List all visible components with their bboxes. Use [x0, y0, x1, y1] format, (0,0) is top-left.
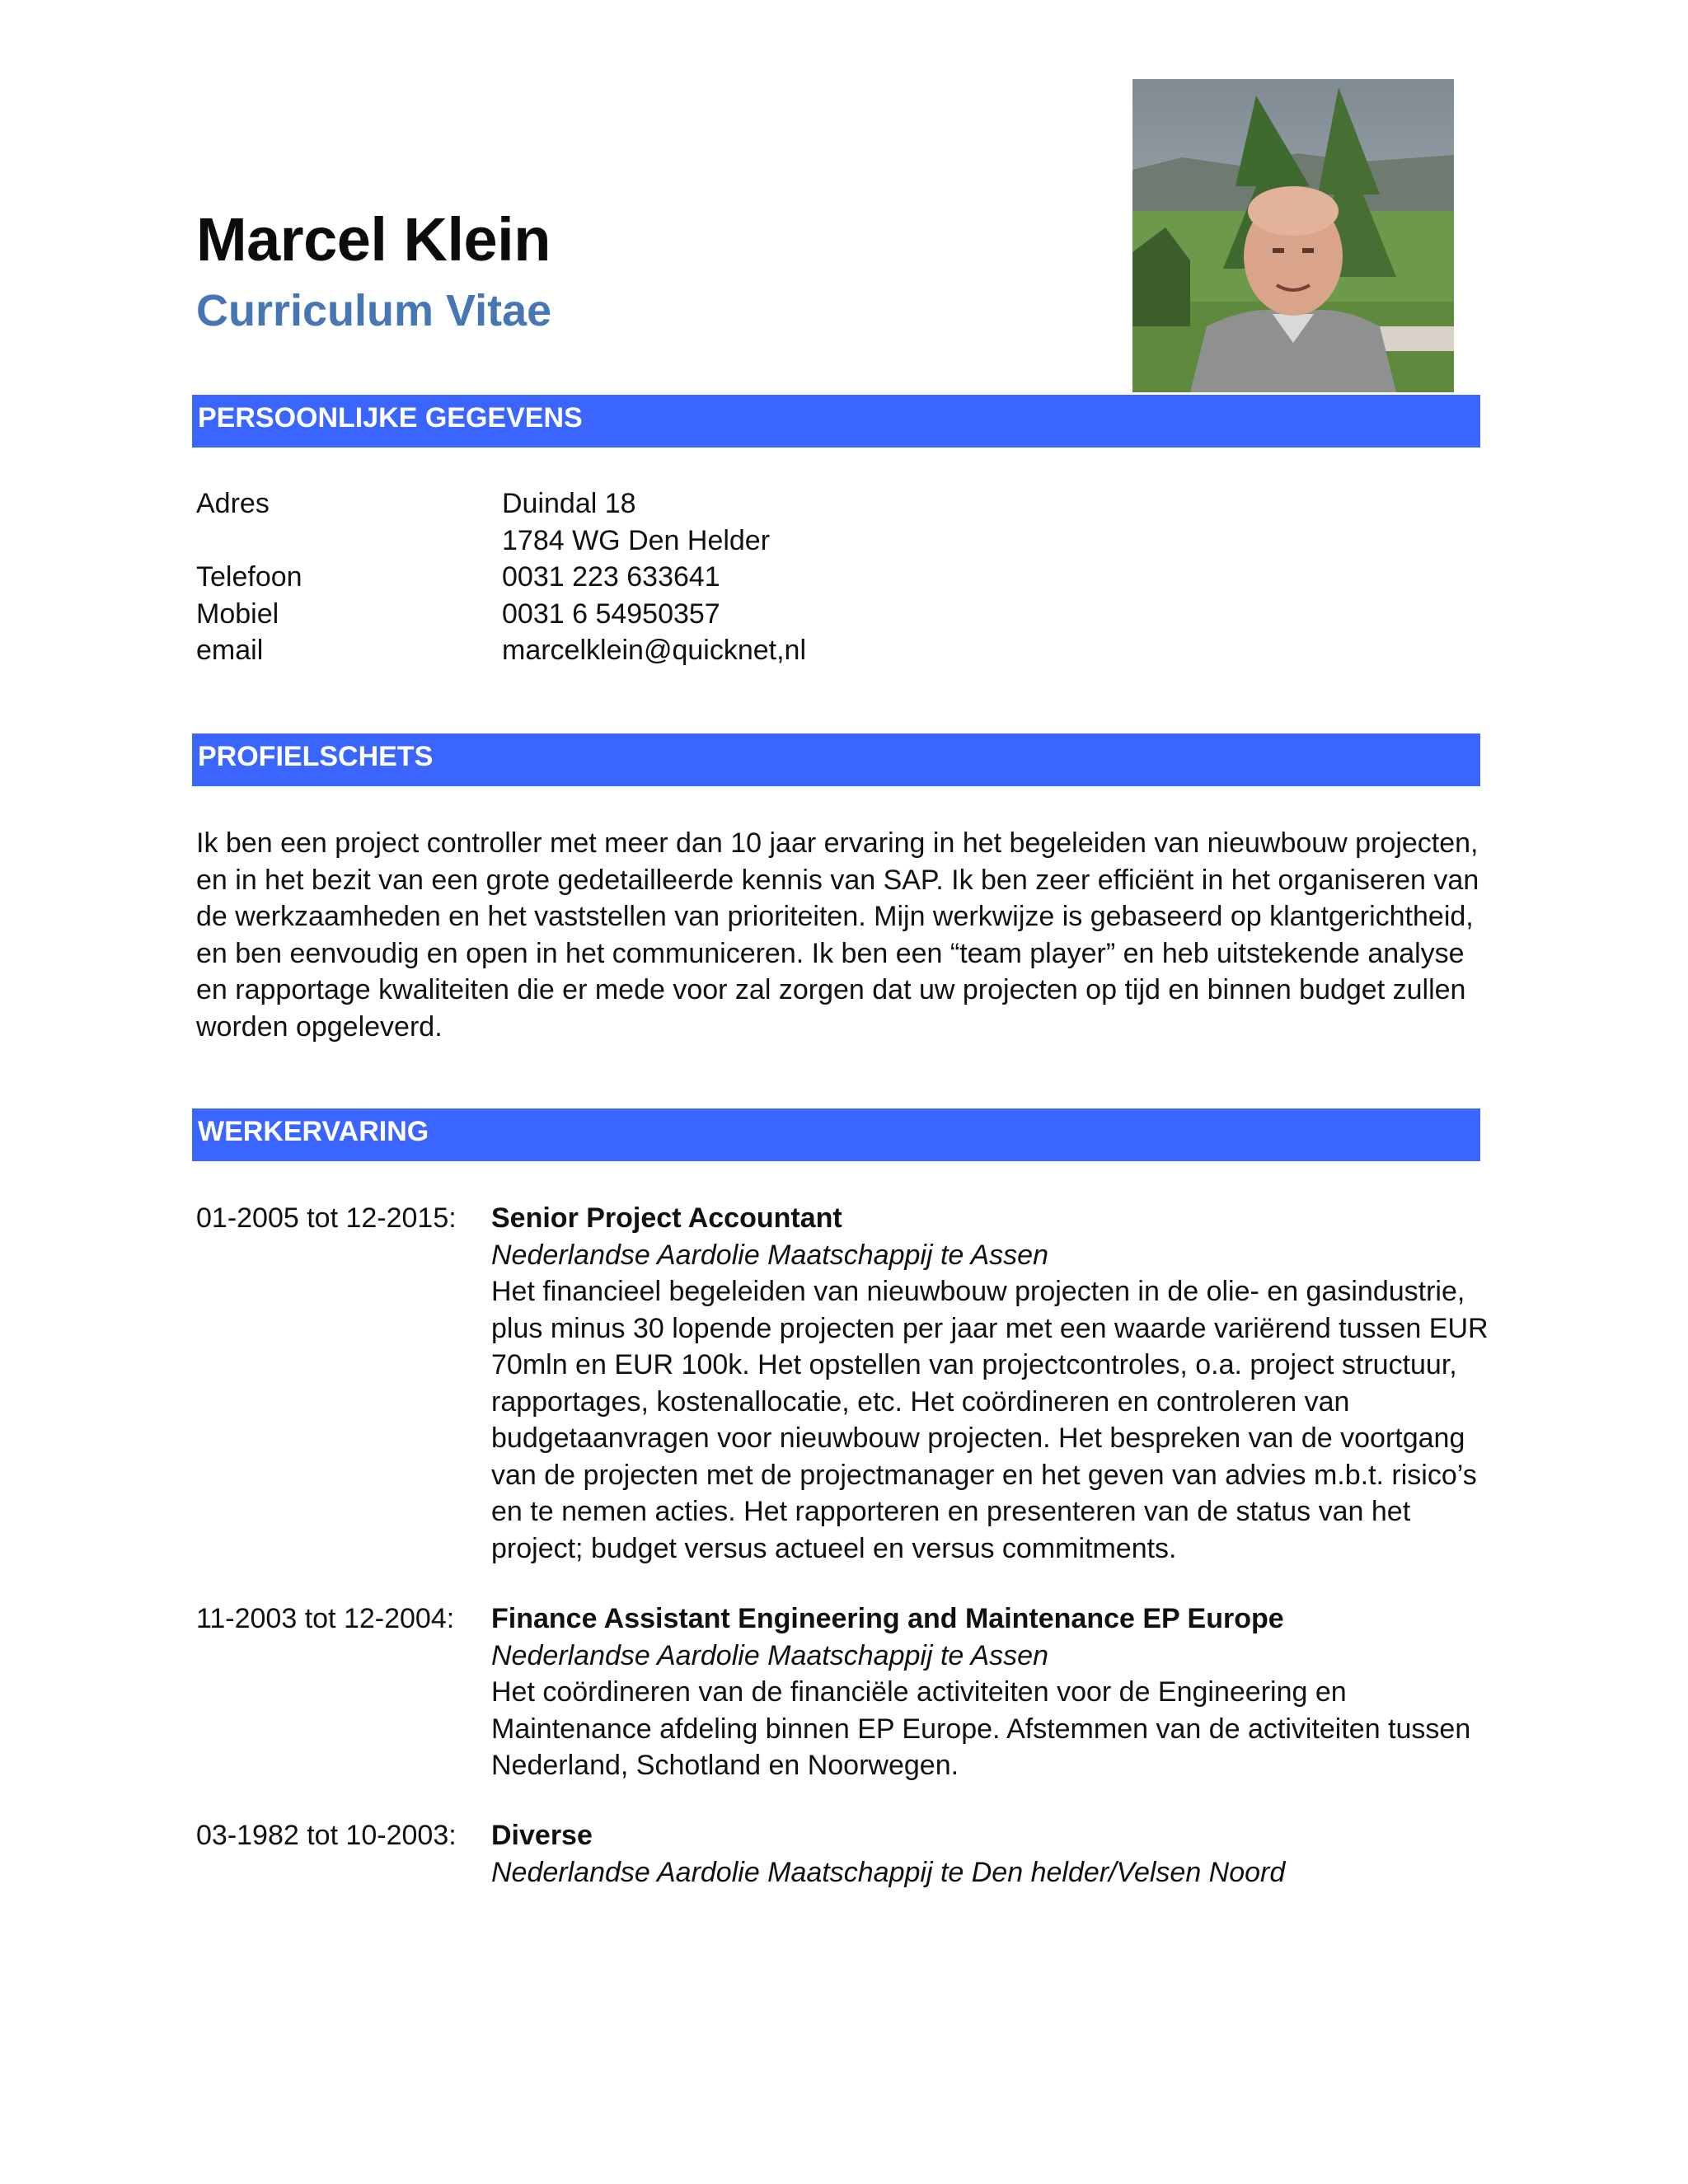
email-value: marcelklein@quicknet,nl	[502, 635, 807, 666]
job-title: Senior Project Accountant	[491, 1202, 842, 1234]
info-row-email	[196, 632, 806, 669]
section-header-profile: PROFIELSCHETS	[192, 733, 1480, 786]
experience-item	[196, 1200, 1507, 1567]
job-description: Het coördineren van de financiële activiteiten voor de Engineering en Maintenance afdeling binnen EP Europe. Afstemmen van de activiteiten tussen Nederland, Schotland en Noorwegen.	[491, 1676, 1471, 1781]
phone-value: 0031 223 633641	[502, 561, 720, 593]
phone-label: Telefoon	[196, 561, 302, 593]
experience-item	[196, 1601, 1507, 1784]
profile-photo-image	[1132, 79, 1454, 392]
experience-item	[196, 1817, 1507, 1891]
profile-photo	[1132, 79, 1454, 392]
personal-info	[196, 485, 806, 669]
info-row-address	[196, 485, 806, 523]
job-company: Nederlandse Aardolie Maatschappij te Assen	[491, 1239, 1048, 1271]
profile-text: Ik ben een project controller met meer dan 10 jaar ervaring in het begeleiden van nieuwbouw projecten, en in het bezit van een grote gedetailleerde kennis van SAP. Ik ben zeer efficiënt in het organiseren van de werkzaamheden en het vaststellen van prioriteiten. Mijn werkwijze is gebaseerd op klantgerichtheid, en ben eenvoudig en open in het communiceren. Ik ben een “team player” en heb uitstekende analyse en rapportage kwaliteiten die er mede voor zal zorgen dat uw projecten op tijd en binnen budget zullen worden opgeleverd.	[196, 827, 1479, 1043]
section-header-personal: PERSOONLIJKE GEGEVENS	[192, 395, 1480, 448]
document-subtitle: Curriculum Vitae	[196, 286, 552, 335]
email-label: email	[196, 635, 264, 666]
person-name: Marcel Klein	[196, 205, 551, 274]
info-row-address2	[196, 523, 806, 560]
job-period: 11-2003 tot 12-2004:	[196, 1603, 455, 1634]
address-label-spacer	[196, 523, 502, 560]
job-body	[491, 1817, 1507, 1891]
address-label: Adres	[196, 488, 270, 519]
job-title: Diverse	[491, 1820, 593, 1851]
job-company: Nederlandse Aardolie Maatschappij te Den helder/Velsen Noord	[491, 1856, 1286, 1888]
job-title: Finance Assistant Engineering and Maintenance EP Europe	[491, 1603, 1284, 1634]
job-company: Nederlandse Aardolie Maatschappij te Assen	[491, 1639, 1048, 1671]
job-description: Het financieel begeleiden van nieuwbouw projecten in de olie- en gasindustrie, plus minus 30 lopende projecten per jaar met een waarde variërend tussen EUR 70mln en EUR 100k. Het opstellen van projectcontroles, o.a. project structuur, rapportages, kostenallocatie, etc. Het coördineren en controleren van budgetaanvragen voor nieuwbouw projecten. Het bespreken van de voortgang van de projecten met de projectmanager en het geven van advies m.b.t. risico’s en te nemen acties. Het rapporteren en presenteren van de status van het project; budget versus actueel en versus commitments.	[491, 1276, 1489, 1564]
info-row-phone	[196, 559, 806, 596]
job-body	[491, 1200, 1507, 1567]
job-period: 03-1982 tot 10-2003:	[196, 1820, 457, 1851]
mobile-label: Mobiel	[196, 598, 279, 630]
address-line2: 1784 WG Den Helder	[502, 524, 771, 556]
mobile-value: 0031 6 54950357	[502, 598, 720, 630]
info-row-mobile	[196, 596, 806, 633]
job-body	[491, 1601, 1507, 1784]
job-period: 01-2005 tot 12-2015:	[196, 1202, 457, 1234]
address-line1: Duindal 18	[502, 488, 636, 519]
section-header-experience: WERKERVARING	[192, 1108, 1480, 1161]
